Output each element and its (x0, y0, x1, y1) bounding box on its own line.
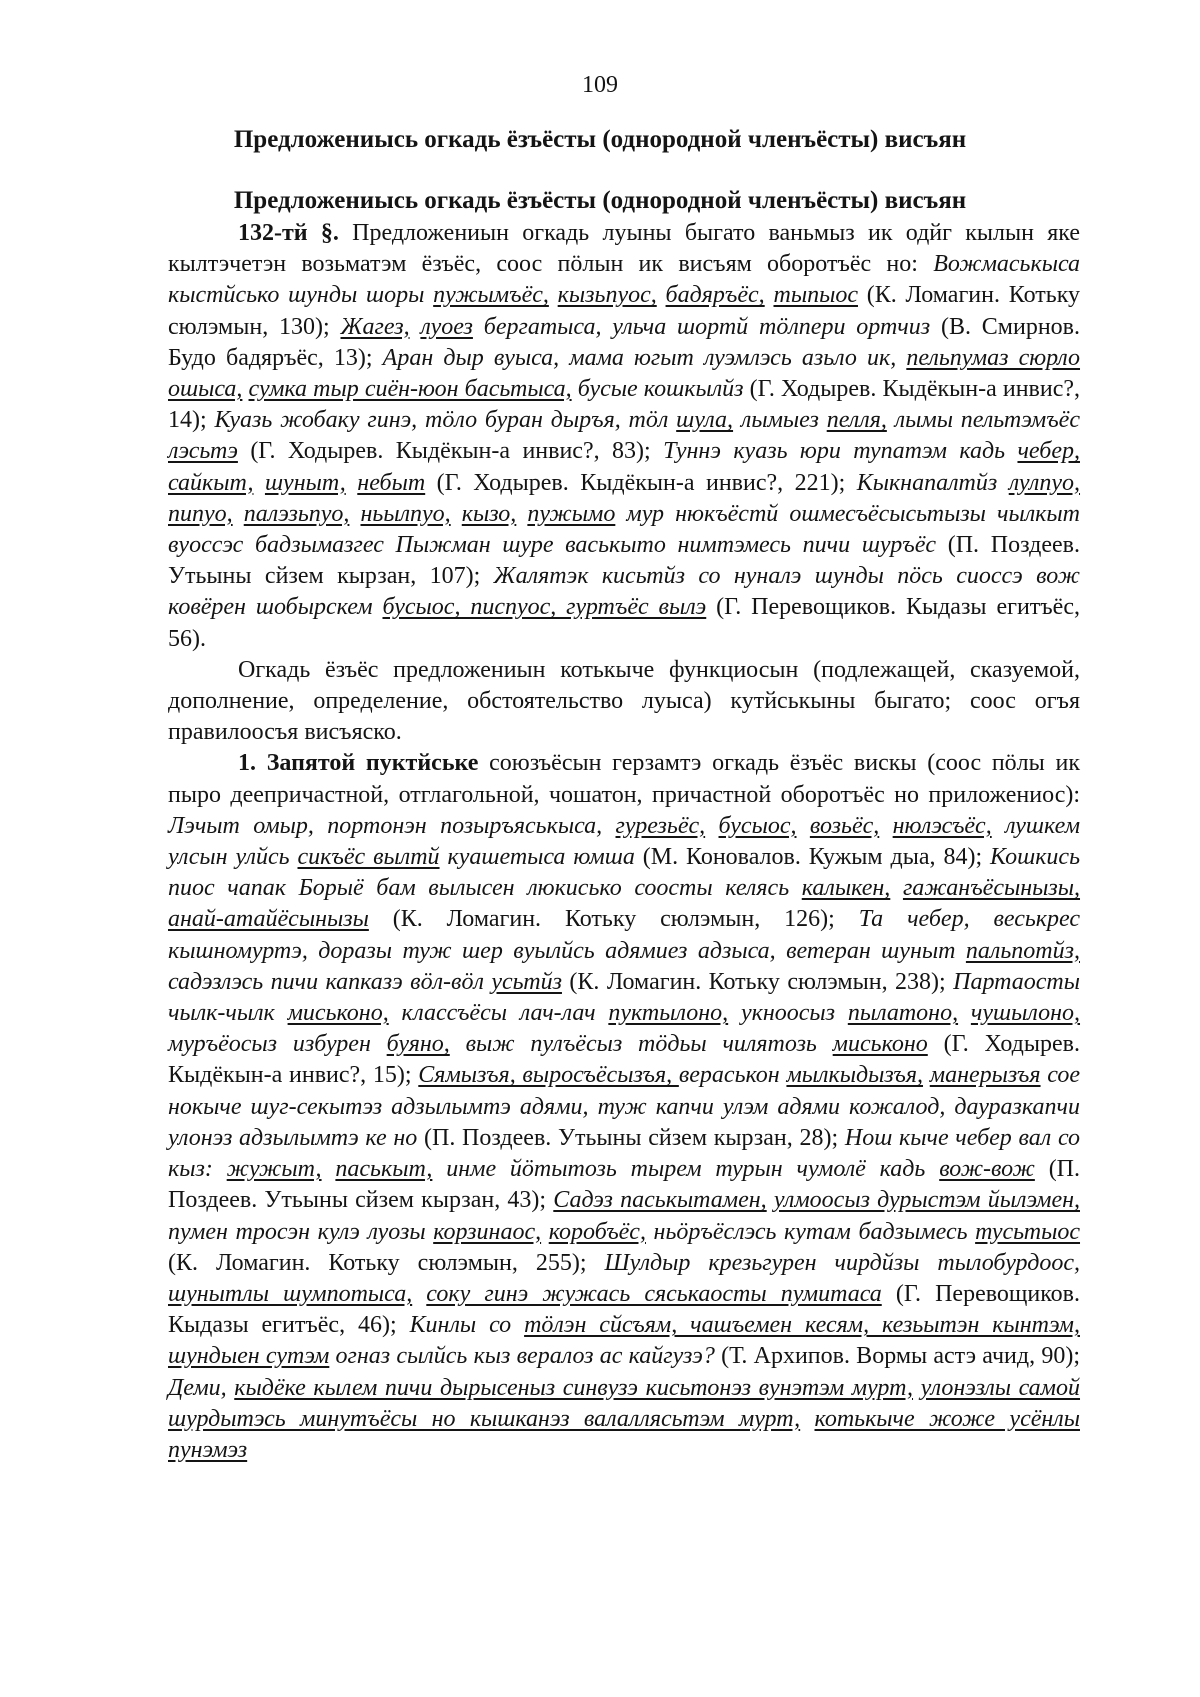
highlighted-member: пельпумаз сюрло ошыса, (168, 344, 1081, 403)
example-text: огназ сылйсь кыз вералоз ас кайгузэ? (329, 1343, 715, 1370)
text-run: (П. Поздеев. Утьыны сйзем кырзан, 28); (417, 1124, 845, 1151)
example-text: Аран дыр вуыса, мама югыт луэмлэсь азьло ик, (382, 344, 907, 371)
example-text (451, 501, 462, 527)
highlighted-member: пуктылоно, (608, 1000, 729, 1027)
highlighted-member: ньылпуо, (360, 500, 451, 527)
example-text (796, 813, 809, 839)
highlighted-member: котькыче жожe усёнлы пунэмэз (168, 1405, 1080, 1463)
highlighted-member: тусьтыос (975, 1218, 1081, 1245)
example-text (322, 1156, 336, 1182)
text-run: (Г. Ходырев. Кыдёкын-а инвис?, 221); (425, 469, 857, 496)
highlighted-member: кызьпуос, (557, 282, 657, 309)
text-run: (М. Коновалов. Кужым дыа, 84); (634, 844, 991, 871)
highlighted-member: Жагез, (340, 313, 410, 340)
example-text: ньöръёслэсь кутам бадзымесь (645, 1218, 976, 1245)
text-run: (В. Смирнов. Будо бадяръёс, 13); (168, 313, 1081, 371)
example-text (233, 501, 244, 527)
example-text (346, 470, 357, 496)
example-text: муръёосыз избурен (168, 1031, 387, 1058)
example-text (958, 1000, 971, 1026)
text-run: (Г. Ходырев. Кыдёкын-а инвис?, 15); (168, 1031, 1081, 1089)
paragraph-rule-1-comma (168, 748, 1080, 1466)
highlighted-member: тöлэн сйсъям, чашъемен кесям, кезьытэн кынтэм, шундыен сутэм (168, 1312, 1080, 1370)
highlighted-member: улмоосыз дурыстэм йылэмен, (773, 1187, 1080, 1214)
example-text (412, 1281, 426, 1307)
example-text: Кыкнапалтйз (856, 469, 1009, 496)
page-number: 109 (582, 72, 618, 98)
highlighted-member: шунытлы шумпотыса, (168, 1280, 413, 1307)
highlighted-member: шула, (676, 407, 734, 434)
section-heading: Предложениысь огкадь ёзъёсты (однородной членъёсты) висъян (233, 126, 967, 153)
highlighted-member: пальпотйз, (965, 937, 1080, 964)
highlighted-member: пужымъёс, (433, 282, 549, 309)
example-text (657, 282, 666, 308)
text-run: (Г. Ходырев. Кыдёкын-а инвис?, 83); (237, 438, 664, 465)
text-run: (Г. Ходырев. Кыдёкын-а инвис?, 14); (168, 376, 1081, 434)
highlighted-member: пылатоно, (847, 1000, 959, 1027)
example-text: Деми, (168, 1374, 235, 1401)
highlighted-member: соку гинэ жужась сяськаосты пумитаса (426, 1280, 882, 1307)
example-text (705, 813, 718, 839)
example-text: Туннэ куазь юри тупатэм кадь (663, 438, 1018, 465)
highlighted-member: Садэз паськытамен, (553, 1187, 767, 1214)
highlighted-member: лэсьтэ (168, 438, 238, 465)
example-text: классъёсы лач-лач (388, 1000, 609, 1027)
example-text: Нош кыче чебер вал со кыз: (168, 1124, 1080, 1183)
highlighted-member: анай-атайёсынызы (168, 906, 369, 933)
highlighted-member: манерызъя (929, 1062, 1041, 1089)
example-text: садэзлэсь пичи капказэ вöл-вöл (168, 968, 492, 995)
highlighted-member: мылкыдызъя, (786, 1062, 924, 1089)
example-text (913, 1375, 921, 1401)
highlighted-member: Сямызъя, выросъёсызъя, (418, 1062, 679, 1089)
document-body (168, 218, 1080, 1466)
highlighted-member: гурезьёс, (615, 812, 706, 839)
highlighted-member: кызо, (461, 500, 517, 527)
example-text: Лэчыт омыр, портонэн позыръяськыса, (168, 812, 616, 839)
example-text: лымы пельтэмъёс (886, 407, 1080, 434)
example-text (349, 501, 360, 527)
example-text (923, 1062, 930, 1088)
highlighted-member: пужымо (527, 500, 616, 527)
example-text: Шулдыр крезьгурен чирдйзы тылобурдоос, (604, 1249, 1081, 1276)
highlighted-member: сикъёс вылтй (297, 844, 440, 871)
example-text: Жалятэк кисьтйз со нуналэ шунды пöсь сиоссэ вож ковёрен шобырскем (168, 563, 1080, 621)
highlighted-member: кыдёке кылем пичи дырысеныз синвузэ кисьтонэз вунэтэм мурт, (234, 1374, 914, 1401)
highlighted-member: луоез (420, 313, 473, 340)
example-text: Кинлы со (409, 1312, 525, 1339)
text-run: (К. Ломагин. Котьку сюлэмын, 255); (168, 1249, 605, 1276)
example-text: укноосыз (728, 1000, 848, 1027)
text-run: (Г. Перевощиков. Кыдазы егитъёс, 46); (168, 1280, 1080, 1339)
example-text: лушкем улсын улйсь (168, 812, 1081, 871)
highlighted-member: небыт (357, 469, 426, 496)
text-run: союзъёсын герзамтэ огкадь ёзъёс вискы (соос пöлы ик пыро деепричастной, отглагольной, чошатон, причастной оборотъёс но приложениос): (168, 750, 1081, 808)
highlighted-member: гажанъёсынызы, (902, 875, 1081, 902)
highlighted-member: чебер, (1017, 438, 1080, 465)
example-text (879, 813, 892, 839)
highlighted-member: вож-вож (939, 1156, 1035, 1183)
example-text: вераськон (678, 1062, 787, 1089)
example-text: выж пулъёсыз тöдьы чилятозь (449, 1031, 833, 1058)
example-text: бусые кошкылйз (571, 376, 744, 403)
highlighted-member: бусыос, писпуос, гуртъёс вылэ (382, 594, 707, 621)
example-text: Партаосты чылк-чылк (168, 968, 1080, 1027)
text-run: (П. Поздеев. Утьыны сйзем кырзан, 43); (168, 1156, 1081, 1214)
example-text: бергатыса, ульча шортй тöлпери ортчиз (472, 313, 931, 340)
text-run: (К. Ломагин. Котьку сюлэмын, 238); (561, 968, 954, 995)
example-text: Кошкись пиос чапак Борыё бам вылысен люкисько соосты келясь (168, 844, 1080, 902)
example-text: сое нокыче шуг-секытэз адзылымтэ адями, туж капчи улэм адями кожалод, дауразкапчи улонэз адзылымтэ ке но (168, 1062, 1080, 1151)
example-text: Та чебер, веськрес кышномуртэ, доразы туж шер вуылйсь адямиез адзыса, ветеран шуныт (168, 906, 1080, 964)
highlighted-member: шуныт, (264, 469, 346, 496)
highlighted-member: бадяръёс, (665, 282, 765, 309)
example-text: мур нюкъёстй ошмесъёсысьтызы чылкыт вуоссэс бадзымазгес Пыжман шуре васькыто нимтэмесь пичи шуръёс (168, 500, 1080, 559)
text-run: (П. Поздеев. Утьыны сйзем кырзан, 107); (168, 532, 1080, 590)
highlighted-member: корзинаос, (433, 1218, 542, 1245)
example-text (549, 282, 558, 308)
example-text: пумен тросэн кулэ луозы (168, 1218, 434, 1245)
example-text (541, 1219, 549, 1245)
highlighted-member: тыпыос (773, 282, 858, 309)
text-run: Предложениын огкадь луыны быгато ваньмыз ик одйг кылын яке кылтэчетэн возьматэм ёзъёс, соос пöлын ик висъям оборотъёс но: (168, 220, 1081, 278)
example-text (253, 470, 264, 496)
paragraph-132 (168, 218, 1080, 655)
highlighted-member: пипуо, (168, 500, 233, 527)
highlighted-member: паськыт, (335, 1156, 433, 1183)
text-run: (К. Ломагин. Котьку сюлэмын, 130); (168, 282, 1081, 340)
highlighted-member: миськоно, (287, 1000, 389, 1027)
example-text: Куазь жобаку гинэ, тöло буран дыръя, тöл (214, 407, 677, 434)
example-text: куашетыса юмша (439, 844, 635, 871)
bold-label: 132-тй §. (238, 220, 339, 246)
highlighted-member: буяно, (386, 1031, 450, 1058)
highlighted-member: пелля, (826, 407, 887, 434)
highlighted-member: чушылоно, (970, 1000, 1081, 1027)
example-text: инме йöтытозь тырем турын чумолё кадь (432, 1156, 940, 1183)
highlighted-member: возьёс, (809, 812, 880, 839)
highlighted-member: нюлэсъёс, (892, 812, 992, 839)
text-run: (Т. Архипов. Вормы астэ ачид, 90); (714, 1343, 1080, 1370)
section-heading-repeat: Предложениысь огкадь ёзъёсты (однородной членъёсты) висъян (233, 187, 967, 214)
example-text (410, 314, 421, 340)
highlighted-member: калыкен, (801, 875, 891, 902)
highlighted-member: миськоно (832, 1031, 928, 1058)
highlighted-member: лулпуо, (1008, 469, 1081, 496)
text-run: Огкадь ёзъёс предложениын котькыче функциосын (подлежащей, сказуемой, дополнение, определение, обстоятельство луыса) кутйськыны быгато; соос огъя правилоосъя висъяско. (168, 656, 1080, 746)
example-text: Вожмаськыса кыстйсько шунды шоры (168, 251, 1080, 309)
highlighted-member: палэзьпуо, (243, 500, 350, 527)
example-text (767, 1187, 774, 1213)
example-text: лымыез (733, 407, 827, 434)
example-text (800, 1406, 814, 1432)
example-text (890, 875, 903, 901)
highlighted-member: коробъёс, (548, 1218, 646, 1245)
highlighted-member: бусыос, (718, 812, 797, 839)
highlighted-member: улонэзлы самой шурдытэсь минутъёсы но кышканэз валаллясьтэм мурт, (168, 1374, 1081, 1432)
highlighted-member: сумка тыр сиён-юон басьтыса, (248, 376, 572, 403)
text-run: (К. Ломагин. Котьку сюлэмын, 126); (368, 906, 859, 933)
text-run: (Г. Перевощиков. Кыдазы егитъёс, 56). (168, 594, 1080, 652)
highlighted-member: сайкыт, (168, 469, 254, 496)
highlighted-member: усьтйз (491, 968, 562, 995)
highlighted-member: жужыт, (226, 1156, 322, 1183)
example-text (516, 501, 527, 527)
bold-label: 1. Запятой пуктйське (238, 750, 479, 777)
paragraph-homogeneous-functions (168, 655, 1080, 749)
